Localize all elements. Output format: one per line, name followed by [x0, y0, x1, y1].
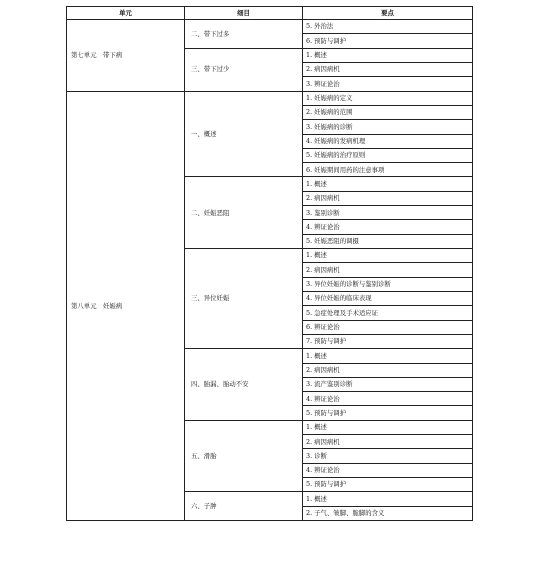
- point-cell: 7. 预防与调护: [303, 334, 473, 348]
- subunit-name-cell: 五、滑胎: [185, 420, 303, 492]
- point-cell: 5. 急症处理及手术适应证: [303, 306, 473, 320]
- table-row: [67, 20, 473, 34]
- point-cell: 3. 异位妊娠的诊断与鉴别诊断: [303, 277, 473, 291]
- point-cell: 2. 病因病机: [303, 435, 473, 449]
- point-cell: 4. 辨证论治: [303, 392, 473, 406]
- point-cell: 5. 预防与调护: [303, 478, 473, 492]
- point-cell: 5. 妊娠恶阻的调摄: [303, 234, 473, 248]
- point-cell: 5. 妊娠病的治疗原则: [303, 148, 473, 162]
- syllabus-table: [66, 6, 473, 521]
- point-cell: 6. 辨证论治: [303, 320, 473, 334]
- subunit-name-cell: 一、概述: [185, 91, 303, 177]
- subunit-name-cell: 二、带下过多: [185, 20, 303, 49]
- point-cell: 2. 病因病机: [303, 263, 473, 277]
- point-cell: 4. 辨证论治: [303, 463, 473, 477]
- subunit-name-cell: 三、异位妊娠: [185, 249, 303, 349]
- point-cell: 4. 异位妊娠的临床表现: [303, 291, 473, 305]
- point-cell: 6. 妊娠期间用药的注意事项: [303, 163, 473, 177]
- point-cell: 6. 预防与调护: [303, 34, 473, 48]
- point-cell: 1. 概述: [303, 177, 473, 191]
- subunit-name-cell: 二、妊娠恶阻: [185, 177, 303, 249]
- point-cell: 3. 诊断: [303, 449, 473, 463]
- point-cell: 3. 妊娠病的诊断: [303, 120, 473, 134]
- table-row: [67, 91, 473, 105]
- point-cell: 4. 妊娠病的发病机理: [303, 134, 473, 148]
- point-cell: 1. 概述: [303, 420, 473, 434]
- subunit-name-cell: 六、子肿: [185, 492, 303, 521]
- point-cell: 5. 预防与调护: [303, 406, 473, 420]
- point-cell: 3. 辨证论治: [303, 77, 473, 91]
- point-cell: 4. 辨证论治: [303, 220, 473, 234]
- point-cell: 2. 子气、皱脚、脆脚的含义: [303, 506, 473, 520]
- point-cell: 1. 概述: [303, 249, 473, 263]
- header-row: [67, 7, 473, 20]
- table-body: [67, 20, 473, 521]
- point-cell: 5. 外治法: [303, 20, 473, 34]
- unit-name-cell: 第七单元 带下病: [67, 20, 185, 92]
- header-unit: 单元: [67, 7, 185, 20]
- header-subunit: 细目: [185, 7, 303, 20]
- header-points: 要点: [303, 7, 473, 20]
- subunit-name-cell: 四、胎漏、胎动不安: [185, 349, 303, 421]
- point-cell: 2. 病因病机: [303, 191, 473, 205]
- point-cell: 3. 流产鉴别诊断: [303, 377, 473, 391]
- point-cell: 1. 概述: [303, 48, 473, 62]
- point-cell: 2. 病因病机: [303, 62, 473, 76]
- point-cell: 1. 妊娠病的定义: [303, 91, 473, 105]
- point-cell: 3. 鉴别诊断: [303, 206, 473, 220]
- unit-name-cell: 第八单元 妊娠病: [67, 91, 185, 520]
- subunit-name-cell: 三、带下过少: [185, 48, 303, 91]
- point-cell: 1. 概述: [303, 349, 473, 363]
- point-cell: 1. 概述: [303, 492, 473, 506]
- point-cell: 2. 病因病机: [303, 363, 473, 377]
- point-cell: 2. 妊娠病的范围: [303, 105, 473, 119]
